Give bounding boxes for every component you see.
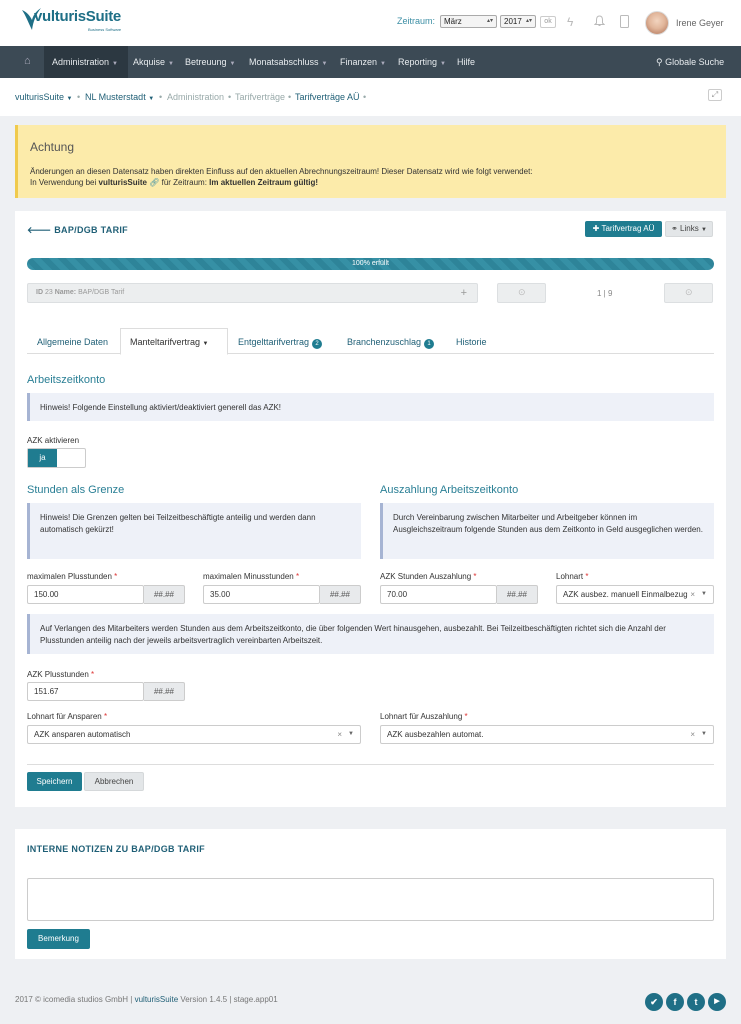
azk-hint: Hinweis! Folgende Einstellung aktiviert/deaktiviert generell das AZK! (27, 393, 714, 421)
twitter-icon[interactable]: t (687, 993, 705, 1011)
search-icon: ⚲ (656, 57, 666, 67)
auszahlung-hint: Durch Vereinbarung zwischen Mitarbeiter und Arbeitgeber können im Ausgleichszeitraum folgende Stunden aus dem Zeitkonto in Geld ausgeglichen werden. (380, 503, 714, 559)
facebook-icon[interactable]: f (666, 993, 684, 1011)
tab-historie[interactable]: Historie (456, 337, 487, 347)
links-dropdown-button[interactable] (665, 221, 713, 237)
plus-icon[interactable]: + (460, 287, 467, 299)
app-logo[interactable] (20, 6, 150, 40)
name-label: Name: (54, 289, 77, 296)
tab-label: Manteltarifvertrag (130, 337, 201, 347)
azk-plusstunden-input[interactable]: 151.67 (27, 682, 144, 701)
select-arrows-icon: ▴▾ (486, 18, 493, 24)
footer-app-link[interactable]: vulturisSuite (134, 995, 179, 1004)
ansparen-select[interactable] (27, 725, 361, 744)
breadcrumb-item[interactable] (85, 92, 154, 102)
add-tarifvertrag-label: Tarifvertrag AÜ (601, 224, 655, 233)
breadcrumb-separator: • (288, 92, 292, 102)
caret-down-icon: ▼ (148, 96, 155, 102)
required-marker: * (473, 572, 477, 581)
section-title-auszahlung: Auszahlung Arbeitszeitkonto (380, 484, 519, 496)
caret-down-icon: ▼ (66, 96, 73, 102)
lohnart-select-value: AZK ausbez. manuell Einmalbezug (563, 590, 688, 599)
plusstunden-label (27, 572, 117, 581)
chevron-down-icon: ▼ (700, 227, 707, 233)
breadcrumb-separator: • (363, 92, 367, 102)
plus-icon: ✚ (592, 224, 600, 233)
required-marker: * (114, 572, 118, 581)
bell-icon[interactable] (594, 15, 605, 30)
nav-item-finanzen[interactable] (340, 57, 386, 67)
clear-icon[interactable]: × (690, 730, 695, 739)
auszahlung-stunden-label-text: AZK Stunden Auszahlung (380, 572, 472, 581)
year-select-value: 2017 (504, 17, 522, 26)
circle-left-icon: ⊙ (518, 287, 526, 297)
record-id-name (36, 289, 124, 296)
auszahlung-stunden-label (380, 572, 477, 581)
tab-manteltarifvertrag[interactable] (130, 337, 209, 347)
expand-icon[interactable]: ⤢ (708, 89, 722, 101)
tab-label: Entgelttarifvertrag (238, 337, 310, 347)
clear-icon[interactable]: × (690, 590, 695, 599)
notes-textarea[interactable] (27, 878, 714, 921)
auszahlung-stunden-mask: ##.## (497, 585, 538, 604)
progress-label: 100% erfüllt (352, 260, 389, 267)
section-title-arbeitszeitkonto: Arbeitszeitkonto (27, 374, 106, 386)
chevron-down-icon: ▼ (701, 591, 707, 597)
tab-label: Branchenzuschlag (347, 337, 422, 347)
user-name[interactable]: Irene Geyer (676, 18, 724, 28)
add-tarifvertrag-button[interactable] (585, 221, 662, 237)
required-marker: * (464, 712, 468, 721)
circle-right-icon: ⊙ (685, 287, 693, 297)
breadcrumb-item[interactable] (15, 92, 73, 102)
lohnart-label (556, 572, 589, 581)
alert-text: Änderungen an diesen Datensatz haben direkten Einfluss auf den aktuellen Abrechnungszeitraum! Dieser Datensatz wird wie folgt verwendet: (30, 167, 533, 176)
select-arrows-icon: ▴▾ (525, 18, 532, 24)
plusstunden-label-text: maximalen Plusstunden (27, 572, 112, 581)
chevron-down-icon: ▼ (701, 731, 707, 737)
auszahlung-lohnart-select-value: AZK ausbezahlen automat. (387, 730, 484, 739)
azk-plusstunden-mask: ##.## (144, 682, 185, 701)
alert-usage-status: Im aktuellen Zeitraum gültig! (209, 178, 319, 187)
nav-item-akquise[interactable] (133, 57, 174, 67)
nav-item-label: Hilfe (457, 57, 476, 67)
lightning-icon[interactable]: ϟ (567, 15, 574, 29)
azk-plusstunden-label (27, 670, 94, 679)
lohnart-select[interactable] (556, 585, 714, 604)
verlangen-hint: Auf Verlangen des Mitarbeiters werden Stunden aus dem Arbeitszeitkonto, die über folgenden Wert hinausgehen, ausbezahlt. Bei Teilzeitbeschäftigten richtet sich die Anzahl der Plusstunden anteilig nach der jeweils arbeitsvertraglich vereinbarten Arbeitszeit. (27, 614, 714, 654)
add-note-button[interactable]: Bemerkung (27, 929, 90, 949)
global-search-label: Globale Suche (665, 57, 725, 67)
minusstunden-input[interactable]: 35.00 (203, 585, 320, 604)
zeitraum-label: Zeitraum: (397, 16, 436, 26)
prev-record-button[interactable] (497, 283, 546, 303)
nav-item-label: Finanzen (340, 57, 378, 67)
nav-item-monatsabschluss[interactable] (249, 57, 328, 67)
tab-entgelttarifvertrag[interactable] (238, 337, 322, 349)
clear-icon[interactable]: × (337, 730, 342, 739)
azk-activate-label: AZK aktivieren (27, 436, 80, 445)
footer-version: Version 1.4.5 | stage.app01 (180, 995, 278, 1004)
chevron-down-icon: ▼ (168, 61, 174, 67)
ansparen-label (27, 712, 107, 721)
auszahlung-lohnart-select[interactable] (380, 725, 714, 744)
chevron-down-icon: ▼ (202, 341, 209, 347)
save-button[interactable]: Speichern (27, 772, 82, 791)
minusstunden-mask: ##.## (320, 585, 361, 604)
ansparen-label-text: Lohnart für Ansparen (27, 712, 102, 721)
home-icon[interactable]: ⌂ (24, 55, 31, 67)
section-title-stunden-grenze: Stunden als Grenze (27, 484, 125, 496)
alert-usage-prefix: In Verwendung bei (30, 178, 97, 187)
required-marker: * (585, 572, 589, 581)
required-marker: * (103, 712, 108, 721)
cancel-button[interactable]: Abbrechen (84, 772, 144, 791)
alert-title: Achtung (30, 140, 75, 154)
breadcrumb-separator: • (77, 92, 81, 102)
nav-item-betreuung[interactable] (185, 57, 236, 67)
links-label: Links (680, 224, 699, 233)
plusstunden-mask: ##.## (144, 585, 185, 604)
auszahlung-lohnart-label (380, 712, 468, 721)
minusstunden-label (203, 572, 299, 581)
nav-item-label: Reporting (398, 57, 438, 67)
breadcrumb-item[interactable]: Administration (167, 92, 225, 102)
nav-item-reporting[interactable] (398, 57, 446, 67)
required-marker: * (91, 670, 95, 679)
id-label: ID (36, 289, 43, 296)
breadcrumb-separator: • (159, 92, 163, 102)
nav-item-label: Administration (52, 57, 110, 67)
chevron-down-icon: ▼ (321, 61, 328, 67)
id-value: 23 (44, 289, 53, 296)
vulturis-icon[interactable]: ✔︎ (645, 993, 663, 1011)
month-select[interactable] (440, 15, 497, 28)
link-icon: ⚭ (671, 224, 678, 233)
main-nav (0, 46, 741, 78)
alert-usage-app: vulturisSuite (98, 178, 147, 187)
next-record-button[interactable] (664, 283, 713, 303)
record-title-text: BAP/DGB TARIF (54, 225, 128, 235)
zeitraum-ok-button[interactable]: ok (540, 16, 556, 28)
global-search[interactable] (656, 57, 724, 68)
arrow-left-icon[interactable]: 🡐 (27, 225, 55, 235)
alert-usage (30, 178, 318, 187)
progress-bar (27, 258, 714, 270)
chevron-down-icon: ▼ (229, 61, 236, 67)
lohnart-label-text: Lohnart (556, 572, 584, 581)
chevron-down-icon: ▼ (348, 731, 354, 737)
breadcrumb-separator: • (228, 92, 232, 102)
required-marker: * (295, 572, 300, 581)
year-select[interactable] (500, 15, 536, 28)
auszahlung-stunden-input[interactable]: 70.00 (380, 585, 497, 604)
azk-toggle[interactable] (27, 448, 86, 468)
divider (27, 764, 714, 765)
nav-item-label: Monatsabschluss (249, 57, 319, 67)
chevron-down-icon: ▼ (380, 61, 386, 67)
record-pager: 1 | 9 (597, 289, 613, 298)
nav-item-label: Akquise (133, 57, 166, 67)
notes-title: INTERNE NOTIZEN ZU BAP/DGB TARIF (27, 844, 205, 854)
footer-copyright: 2017 © icomedia studios GmbH | (15, 995, 133, 1004)
logo-tagline: Business Software (88, 27, 122, 32)
ansparen-select-value: AZK ansparen automatisch (34, 730, 131, 739)
footer-text (15, 995, 278, 1004)
tab-branchenzuschlag[interactable] (347, 337, 434, 349)
breadcrumb-label: NL Musterstadt (85, 92, 146, 102)
tab-allgemeine-daten[interactable]: Allgemeine Daten (37, 337, 109, 347)
nav-item-label: Betreuung (185, 57, 227, 67)
chevron-down-icon: ▼ (112, 61, 118, 67)
warning-alert (15, 125, 726, 198)
grenze-hint: Hinweis! Die Grenzen gelten bei Teilzeitbeschäftigte anteilig und werden dann automatisch gekürzt! (27, 503, 361, 559)
top-bar (0, 0, 741, 46)
plusstunden-input[interactable]: 150.00 (27, 585, 144, 604)
youtube-icon[interactable]: ▶ (708, 993, 726, 1011)
nav-item-administration[interactable] (52, 57, 118, 67)
logo-wordmark: vulturisSuite (34, 8, 121, 25)
breadcrumb-item[interactable]: Tarifverträge AÜ (295, 92, 360, 102)
month-select-value: März (444, 17, 462, 26)
record-name-display (27, 283, 478, 303)
chevron-down-icon: ▼ (440, 61, 446, 67)
auszahlung-lohnart-label-text: Lohnart für Auszahlung (380, 712, 463, 721)
link-icon[interactable]: 🔗︎ (149, 178, 160, 187)
breadcrumb-label: vulturisSuite (15, 92, 65, 102)
avatar[interactable] (645, 11, 669, 35)
count-badge: 1 (424, 339, 434, 349)
minusstunden-label-text: maximalen Minusstunden (203, 572, 294, 581)
azk-plusstunden-label-text: AZK Plusstunden (27, 670, 89, 679)
name-value: BAP/DGB Tarif (78, 289, 125, 296)
azk-toggle-on: ja (28, 449, 57, 467)
alert-usage-mid: für Zeitraum: (161, 178, 207, 187)
record-title (27, 225, 128, 236)
breadcrumb-item[interactable]: Tarifverträge (235, 92, 286, 102)
tablet-icon[interactable] (620, 15, 629, 31)
count-badge: 2 (312, 339, 322, 349)
nav-item-hilfe[interactable] (457, 57, 475, 67)
